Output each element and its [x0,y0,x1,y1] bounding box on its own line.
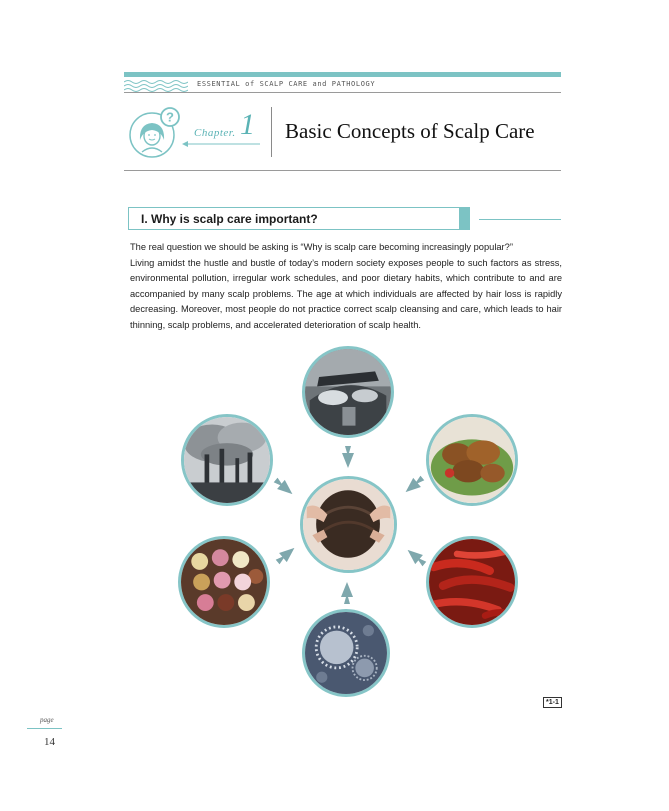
page-number: 14 [44,736,55,748]
fried-food-photo [426,414,518,506]
spicy-food-photo [426,536,518,628]
arrow-up-right-icon [272,541,300,569]
body-text [130,240,562,334]
arrow-up-left-icon [402,543,430,571]
chapter-rule [124,170,561,171]
arrow-down-icon [339,446,357,468]
chapter-label: Chapter. [194,127,236,139]
chapter-number: 1 [240,108,255,141]
sweets-photo [178,536,270,628]
header-accent-bar [124,72,561,77]
pollution-photo [181,414,273,506]
wave-pattern-icon [124,79,188,93]
body-paragraph: The real question we should be asking is “Why is scalp care becoming increasingly popular?” [130,242,513,252]
svg-text:?: ? [166,109,174,125]
arrow-down-right-icon [270,473,298,501]
running-head: ESSENTIAL of SCALP CARE and PATHOLOGY [197,80,376,88]
traffic-photo [302,346,394,438]
woman-question-icon [128,106,182,160]
arrow-down-left-icon [400,471,428,499]
body-paragraph: Living amidst the hustle and bustle of today’s modern society exposes people to such factors as stress, environmental pollution, irregular work schedules, and poor dietary habits, which contribute to and are accompanied by many scalp problems. The age at which individuals are affected by hair loss is rapidly decreasing. Moreover, most people do not practice correct scalp cleansing and care, which leads to hair thinning, scalp problems, and accelerated deterioration of scalp health. [130,257,562,330]
header-rule [124,92,561,93]
page-rule [27,728,62,729]
scalp-photo [300,476,397,573]
section-heading-tab [460,207,470,230]
section-title: I. Why is scalp care important? [141,212,318,226]
chapter-title: Basic Concepts of Scalp Care [285,119,535,143]
chapter-divider [271,107,272,157]
page-word: page [40,716,54,724]
figure-label: *1-1 [543,697,562,708]
arrow-up-icon [338,582,356,604]
arrow-left-icon [182,140,260,148]
virus-photo [302,609,390,697]
scalp-causes-figure [175,346,520,686]
section-heading-line [479,219,561,220]
